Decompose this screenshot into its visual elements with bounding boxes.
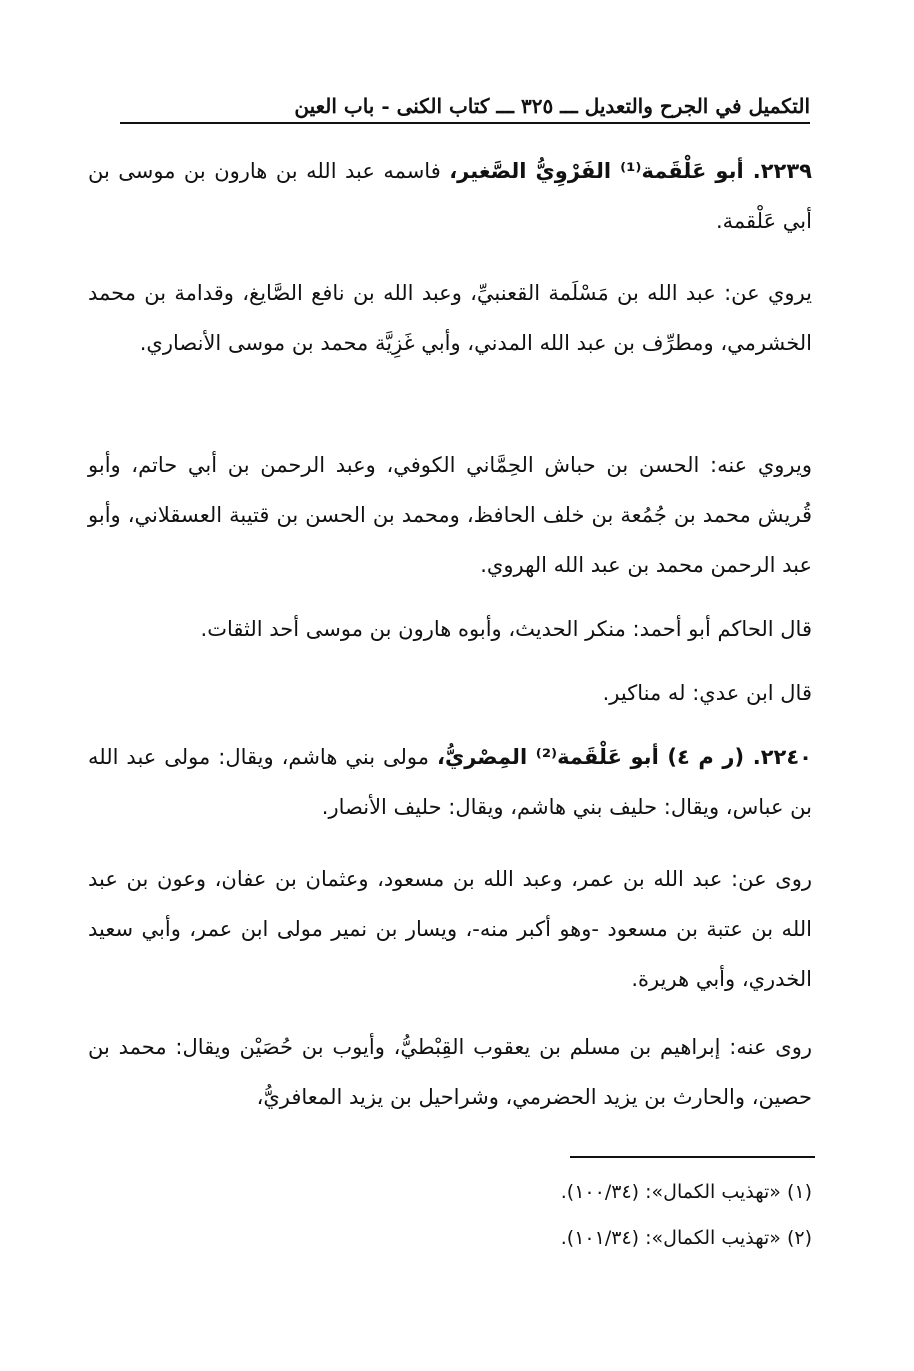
paragraph-narrated-by-2 [88,1022,812,1122]
entry-title: ٢٢٣٩. أبو عَلْقَمة⁽¹⁾ الفَرْوِيُّ الصَّغير، [449,159,812,183]
footnote-2: (٢) «تهذيب الكمال»: (١٠١/٣٤). [560,1227,812,1249]
footnote-1: (١) «تهذيب الكمال»: (١٠٠/٣٤). [560,1181,812,1203]
paragraph-hakim-statement [88,604,812,654]
paragraph-narrated-by [88,440,812,590]
entry-2240-heading [88,732,812,832]
paragraph-text: روى عن: عبد الله بن عمر، وعبد الله بن مسعود، وعثمان بن عفان، وعون بن عبد الله بن عتبة بن مسعود -وهو أكبر منه-، ويسار بن نمير مولى ابن عمر، وأبي سعيد الخدري، وأبي هريرة. [88,867,812,991]
entry-title: ٢٢٤٠. (ر م ٤) أبو عَلْقَمة⁽²⁾ المِصْريُّ، [437,745,812,769]
entry-2239-heading [88,146,812,246]
paragraph-text: ويروي عنه: الحسن بن حباش الحِمَّاني الكوفي، وعبد الرحمن بن أبي حاتم، وأبو قُريش محمد بن جُمُعة بن خلف الحافظ، ومحمد بن الحسن بن قتيبة العسقلاني، وأبو عبد الرحمن محمد بن عبد الله الهروي. [88,453,812,577]
paragraph-text: قال ابن عدي: له مناكير. [602,681,812,705]
entry-text: فاسمه عبد الله بن هارون بن موسى بن أبي عَلْقمة. [88,159,812,233]
paragraph-ibn-adi-statement [88,668,812,718]
paragraph-narrates-from [88,268,812,368]
paragraph-text: روى عنه: إبراهيم بن مسلم بن يعقوب القِبْطيُّ، وأيوب بن حُصَيْن ويقال: محمد بن حصين، والحارث بن يزيد الحضرمي، وشراحيل بن يزيد المعافريُّ، [88,1035,812,1109]
paragraph-text: قال الحاكم أبو أحمد: منكر الحديث، وأبوه هارون بن موسى أحد الثقات. [200,617,812,641]
paragraph-text: يروي عن: عبد الله بن مَسْلَمة القعنبيِّ، وعبد الله بن نافع الصَّايغ، وقدامة بن محمد الخشرمي، ومطرِّف بن عبد الله المدني، وأبي غَزِيَّة محمد بن موسى الأنصاري. [88,281,812,355]
footnote-divider [570,1156,815,1158]
running-header: التكميل في الجرح والتعديل ـــ ٣٢٥ ـــ كتاب الكنى - باب العين [120,90,810,124]
paragraph-narrated-from [88,854,812,1004]
entry-text: مولى بني هاشم، ويقال: مولى عبد الله بن عباس، ويقال: حليف بني هاشم، ويقال: حليف الأنصار. [88,745,812,819]
